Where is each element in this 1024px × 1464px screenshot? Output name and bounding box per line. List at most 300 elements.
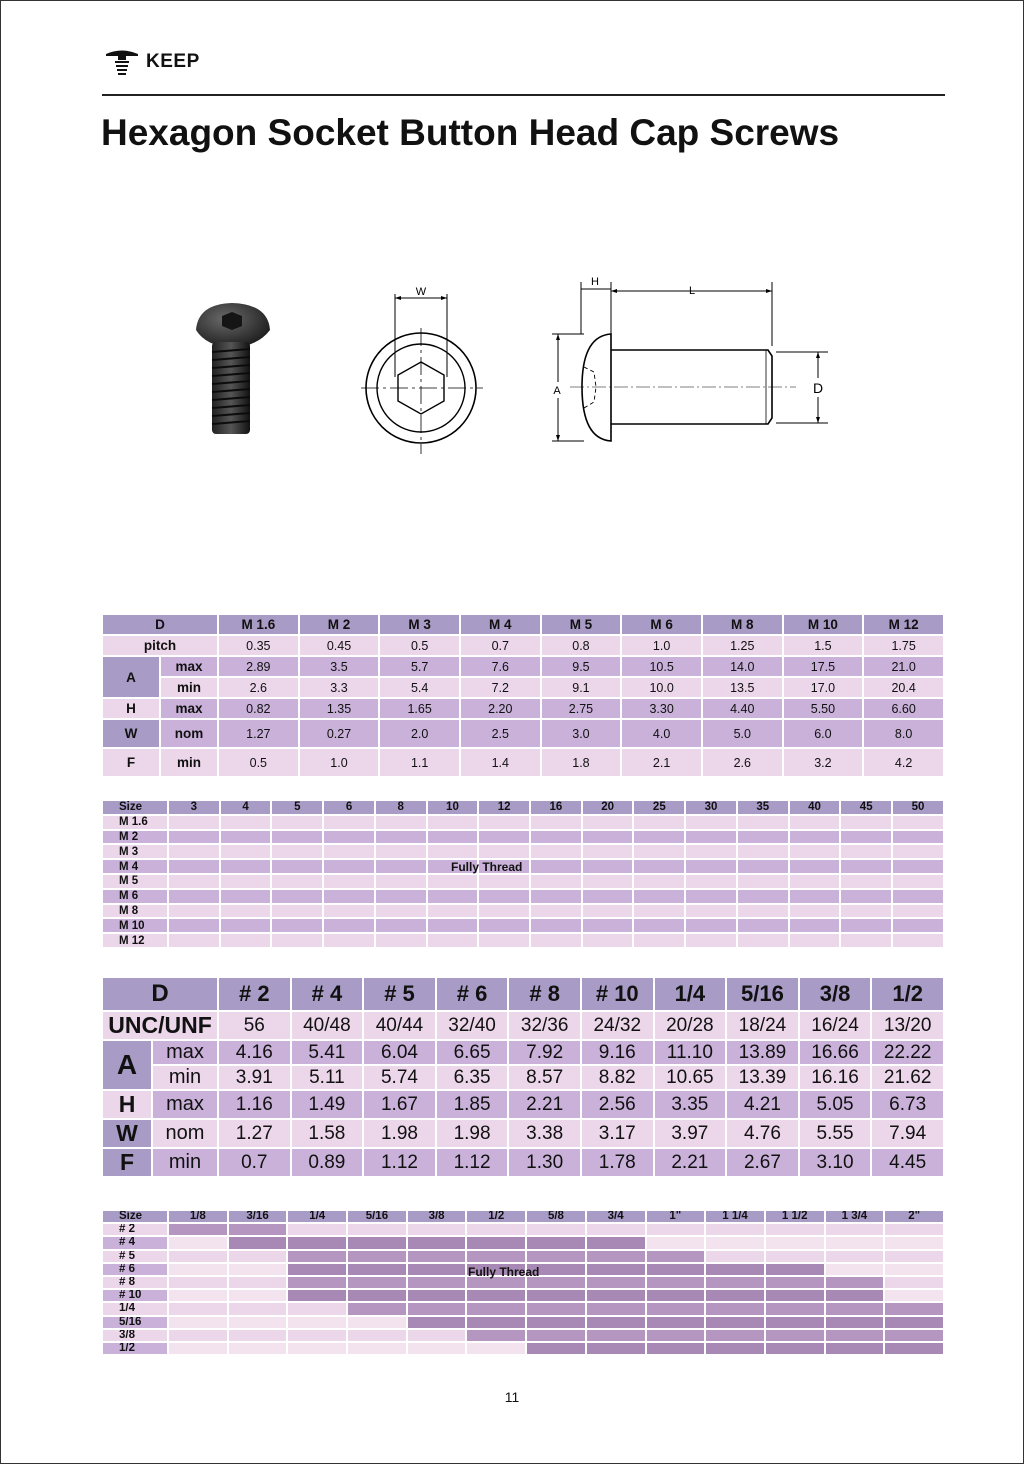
- grid-cell: [169, 816, 219, 829]
- brand-name: KEEP: [146, 51, 200, 72]
- col-header: 1/2: [872, 978, 943, 1010]
- grid-cell: [706, 1303, 764, 1314]
- cell: 2.6: [219, 678, 298, 697]
- cell: 9.5: [542, 657, 621, 676]
- cell: 2.56: [582, 1091, 653, 1118]
- grid-cell: [376, 845, 426, 858]
- cell: 1.25: [703, 636, 782, 655]
- cell: 3.97: [655, 1120, 726, 1147]
- size-label: M 5: [103, 875, 167, 888]
- grid-cell: [885, 1290, 943, 1301]
- grid-cell: [169, 905, 219, 918]
- grid-cell: [738, 919, 788, 932]
- grid-cell: [527, 1251, 585, 1262]
- grid-cell: [527, 1343, 585, 1354]
- grid-cell: [738, 890, 788, 903]
- page-number: 11: [504, 1389, 520, 1405]
- row-sublabel: max: [161, 657, 217, 676]
- cell: 7.6: [461, 657, 540, 676]
- grid-cell: [634, 860, 684, 873]
- size-label: M 8: [103, 905, 167, 918]
- l-label: L: [688, 285, 696, 297]
- grid-cell: [738, 875, 788, 888]
- table-row: [103, 816, 943, 829]
- grid-cell: [885, 1277, 943, 1288]
- grid-cell: [647, 1277, 705, 1288]
- size-label: 5/16: [103, 1317, 167, 1328]
- grid-cell: [686, 860, 736, 873]
- grid-cell: [324, 860, 374, 873]
- size-label: # 2: [103, 1224, 167, 1235]
- grid-cell: [288, 1343, 346, 1354]
- grid-cell: [169, 1317, 227, 1328]
- cell: 17.0: [784, 678, 863, 697]
- table-row: [103, 1317, 943, 1328]
- grid-cell: [587, 1317, 645, 1328]
- grid-cell: [169, 831, 219, 844]
- row-label: A: [103, 657, 159, 697]
- col-header: M 10: [784, 615, 863, 634]
- grid-cell: [527, 1317, 585, 1328]
- size-label: M 6: [103, 890, 167, 903]
- table-row: [103, 934, 943, 947]
- grid-cell: [587, 1290, 645, 1301]
- grid-cell: [583, 890, 633, 903]
- row-label: W: [103, 720, 159, 747]
- grid-cell: [583, 875, 633, 888]
- cell: 1.27: [219, 720, 298, 747]
- grid-cell: [587, 1330, 645, 1341]
- grid-cell: [288, 1303, 346, 1314]
- cell: 8.0: [864, 720, 943, 747]
- col-header: M 1.6: [219, 615, 298, 634]
- grid-cell: [587, 1277, 645, 1288]
- col-header: 5/16: [727, 978, 798, 1010]
- table-row: [103, 905, 943, 918]
- grid-cell: [531, 860, 581, 873]
- grid-cell: [826, 1237, 884, 1248]
- a-label: A: [553, 385, 561, 397]
- row-sublabel: nom: [153, 1120, 217, 1147]
- size-label: 1/2: [103, 1343, 167, 1354]
- table-row: [103, 1066, 943, 1089]
- length-header: 40: [790, 801, 840, 814]
- grid-cell: [647, 1330, 705, 1341]
- cell: 13.5: [703, 678, 782, 697]
- size-label: M 12: [103, 934, 167, 947]
- length-header: 10: [428, 801, 478, 814]
- table-row: [103, 1290, 943, 1301]
- grid-cell: [376, 934, 426, 947]
- col-header: 1/4: [655, 978, 726, 1010]
- grid-cell: [841, 905, 891, 918]
- grid-cell: [531, 890, 581, 903]
- grid-cell: [348, 1251, 406, 1262]
- col-header: # 8: [509, 978, 580, 1010]
- grid-cell: [766, 1277, 824, 1288]
- inch-dimensions-table: [101, 976, 945, 1178]
- row-label: A: [103, 1041, 151, 1089]
- grid-cell: [288, 1330, 346, 1341]
- grid-cell: [408, 1277, 466, 1288]
- cell: 3.5: [300, 657, 379, 676]
- cell: 0.5: [219, 749, 298, 776]
- length-header: 30: [686, 801, 736, 814]
- grid-cell: [169, 934, 219, 947]
- cell: 2.0: [380, 720, 459, 747]
- brand-logo: [104, 48, 200, 76]
- grid-cell: [826, 1277, 884, 1288]
- cell: 21.0: [864, 657, 943, 676]
- grid-cell: [376, 905, 426, 918]
- cell: 5.4: [380, 678, 459, 697]
- col-header: # 6: [437, 978, 508, 1010]
- cell: 4.21: [727, 1091, 798, 1118]
- col-header: 3/8: [800, 978, 871, 1010]
- grid-cell: [272, 890, 322, 903]
- grid-cell: [766, 1343, 824, 1354]
- grid-cell: [826, 1317, 884, 1328]
- grid-cell: [324, 816, 374, 829]
- grid-cell: [428, 890, 478, 903]
- grid-cell: [841, 845, 891, 858]
- cell: 1.35: [300, 699, 379, 718]
- cell: 1.0: [622, 636, 701, 655]
- grid-cell: [766, 1237, 824, 1248]
- length-header: 35: [738, 801, 788, 814]
- length-header: 1/2: [467, 1211, 525, 1222]
- cell: 6.65: [437, 1041, 508, 1064]
- cell: 4.2: [864, 749, 943, 776]
- metric-length-table: [101, 799, 945, 949]
- grid-cell: [479, 816, 529, 829]
- row-sublabel: min: [153, 1066, 217, 1089]
- cell: 6.73: [872, 1091, 943, 1118]
- grid-cell: [467, 1251, 525, 1262]
- table-row: [103, 720, 943, 747]
- cell: 0.5: [380, 636, 459, 655]
- row-sublabel: min: [153, 1149, 217, 1176]
- grid-cell: [686, 905, 736, 918]
- table-header-row: [103, 1211, 943, 1222]
- length-header: 1": [647, 1211, 705, 1222]
- grid-cell: [531, 905, 581, 918]
- grid-cell: [738, 816, 788, 829]
- size-label: 3/8: [103, 1330, 167, 1341]
- grid-cell: [527, 1330, 585, 1341]
- grid-cell: [531, 919, 581, 932]
- grid-cell: [348, 1237, 406, 1248]
- cell: 10.65: [655, 1066, 726, 1089]
- cell: 3.30: [622, 699, 701, 718]
- row-sublabel: min: [161, 678, 217, 697]
- grid-cell: [272, 860, 322, 873]
- grid-cell: [706, 1264, 764, 1275]
- grid-cell: [790, 845, 840, 858]
- grid-cell: [229, 1330, 287, 1341]
- grid-cell: [893, 919, 943, 932]
- grid-cell: [527, 1290, 585, 1301]
- cell: 1.0: [300, 749, 379, 776]
- grid-cell: [841, 816, 891, 829]
- table-row: [103, 1251, 943, 1262]
- table-row: [103, 1041, 943, 1064]
- grid-cell: [766, 1303, 824, 1314]
- grid-cell: [647, 1290, 705, 1301]
- grid-cell: [324, 934, 374, 947]
- col-header: M 4: [461, 615, 540, 634]
- grid-cell: [587, 1303, 645, 1314]
- cell: 4.76: [727, 1120, 798, 1147]
- grid-cell: [527, 1224, 585, 1235]
- cell: 6.0: [784, 720, 863, 747]
- grid-cell: [885, 1251, 943, 1262]
- grid-cell: [272, 816, 322, 829]
- col-header: M 3: [380, 615, 459, 634]
- grid-cell: [706, 1290, 764, 1301]
- fully-thread-note: Fully Thread: [468, 1265, 540, 1279]
- grid-cell: [647, 1303, 705, 1314]
- col-header: D: [103, 978, 217, 1010]
- w-label: W: [415, 286, 427, 298]
- cell: 20.4: [864, 678, 943, 697]
- cell: 7.94: [872, 1120, 943, 1147]
- grid-cell: [766, 1224, 824, 1235]
- table-row: [103, 1303, 943, 1314]
- cell: 20/28: [655, 1012, 726, 1039]
- grid-cell: [738, 845, 788, 858]
- col-header: M 8: [703, 615, 782, 634]
- length-header: 1 3/4: [826, 1211, 884, 1222]
- grid-cell: [634, 875, 684, 888]
- col-header: M 2: [300, 615, 379, 634]
- grid-cell: [647, 1251, 705, 1262]
- cell: 13.89: [727, 1041, 798, 1064]
- length-header: 6: [324, 801, 374, 814]
- grid-cell: [467, 1303, 525, 1314]
- cell: 1.67: [364, 1091, 435, 1118]
- grid-cell: [479, 890, 529, 903]
- grid-cell: [288, 1264, 346, 1275]
- grid-cell: [634, 905, 684, 918]
- length-header: 16: [531, 801, 581, 814]
- cell: 0.7: [461, 636, 540, 655]
- grid-cell: [376, 919, 426, 932]
- grid-cell: [587, 1224, 645, 1235]
- cell: 1.78: [582, 1149, 653, 1176]
- grid-cell: [893, 890, 943, 903]
- table-row: [103, 875, 943, 888]
- cell: 0.45: [300, 636, 379, 655]
- cell: 1.5: [784, 636, 863, 655]
- length-header: 12: [479, 801, 529, 814]
- grid-cell: [893, 934, 943, 947]
- grid-cell: [885, 1224, 943, 1235]
- row-label: F: [103, 749, 159, 776]
- row-sublabel: max: [153, 1041, 217, 1064]
- grid-cell: [428, 845, 478, 858]
- grid-cell: [428, 875, 478, 888]
- length-header: 5/8: [527, 1211, 585, 1222]
- grid-cell: [229, 1317, 287, 1328]
- cell: 1.12: [437, 1149, 508, 1176]
- grid-cell: [885, 1343, 943, 1354]
- grid-cell: [324, 875, 374, 888]
- grid-cell: [288, 1277, 346, 1288]
- grid-cell: [169, 1251, 227, 1262]
- grid-cell: [841, 860, 891, 873]
- cell: 5.05: [800, 1091, 871, 1118]
- grid-cell: [686, 845, 736, 858]
- cell: 32/40: [437, 1012, 508, 1039]
- cell: 1.85: [437, 1091, 508, 1118]
- col-header: M 12: [864, 615, 943, 634]
- grid-cell: [790, 816, 840, 829]
- cell: 13/20: [872, 1012, 943, 1039]
- size-label: M 2: [103, 831, 167, 844]
- header-rule: [102, 94, 945, 96]
- cell: 40/44: [364, 1012, 435, 1039]
- cell: 1.98: [437, 1120, 508, 1147]
- grid-cell: [428, 816, 478, 829]
- col-header: # 4: [292, 978, 363, 1010]
- grid-cell: [531, 831, 581, 844]
- cell: 1.4: [461, 749, 540, 776]
- grid-cell: [647, 1264, 705, 1275]
- cell: 1.98: [364, 1120, 435, 1147]
- grid-cell: [229, 1277, 287, 1288]
- grid-cell: [826, 1290, 884, 1301]
- grid-cell: [583, 919, 633, 932]
- grid-cell: [826, 1251, 884, 1262]
- grid-cell: [348, 1330, 406, 1341]
- cell: 4.40: [703, 699, 782, 718]
- grid-cell: [587, 1237, 645, 1248]
- grid-cell: [893, 860, 943, 873]
- grid-cell: [790, 860, 840, 873]
- grid-cell: [885, 1237, 943, 1248]
- grid-cell: [686, 875, 736, 888]
- cell: 6.60: [864, 699, 943, 718]
- grid-cell: [885, 1317, 943, 1328]
- cell: 1.16: [219, 1091, 290, 1118]
- grid-cell: [221, 890, 271, 903]
- grid-cell: [324, 905, 374, 918]
- grid-cell: [706, 1277, 764, 1288]
- cell: 5.41: [292, 1041, 363, 1064]
- grid-cell: [324, 919, 374, 932]
- grid-cell: [826, 1224, 884, 1235]
- grid-cell: [706, 1330, 764, 1341]
- grid-cell: [893, 816, 943, 829]
- length-header: 3/8: [408, 1211, 466, 1222]
- length-header: 1/4: [288, 1211, 346, 1222]
- col-header: # 5: [364, 978, 435, 1010]
- grid-cell: [841, 890, 891, 903]
- cell: 22.22: [872, 1041, 943, 1064]
- grid-cell: [531, 845, 581, 858]
- cell: 2.5: [461, 720, 540, 747]
- screw-photo: [188, 300, 278, 440]
- size-label: # 5: [103, 1251, 167, 1262]
- grid-cell: [531, 934, 581, 947]
- cell: 1.75: [864, 636, 943, 655]
- grid-cell: [229, 1290, 287, 1301]
- grid-cell: [169, 1290, 227, 1301]
- grid-cell: [221, 934, 271, 947]
- grid-cell: [766, 1264, 824, 1275]
- table-row: [103, 749, 943, 776]
- cell: 5.74: [364, 1066, 435, 1089]
- grid-cell: [841, 934, 891, 947]
- grid-cell: [229, 1343, 287, 1354]
- cell: 5.7: [380, 657, 459, 676]
- table-row: [103, 699, 943, 718]
- grid-cell: [272, 934, 322, 947]
- cell: 9.16: [582, 1041, 653, 1064]
- grid-cell: [348, 1317, 406, 1328]
- grid-cell: [288, 1224, 346, 1235]
- grid-cell: [288, 1290, 346, 1301]
- length-header: 5: [272, 801, 322, 814]
- page-title: Hexagon Socket Button Head Cap Screws: [101, 112, 840, 153]
- cell: 1.30: [509, 1149, 580, 1176]
- grid-cell: [841, 831, 891, 844]
- row-label: H: [103, 1091, 151, 1118]
- grid-cell: [706, 1317, 764, 1328]
- grid-cell: [706, 1224, 764, 1235]
- cell: 3.3: [300, 678, 379, 697]
- cell: 17.5: [784, 657, 863, 676]
- grid-cell: [428, 905, 478, 918]
- length-header: 1 1/4: [706, 1211, 764, 1222]
- grid-cell: [169, 1224, 227, 1235]
- grid-cell: [376, 890, 426, 903]
- grid-cell: [885, 1264, 943, 1275]
- grid-cell: [169, 875, 219, 888]
- grid-cell: [376, 860, 426, 873]
- grid-cell: [583, 831, 633, 844]
- grid-cell: [479, 934, 529, 947]
- grid-cell: [826, 1264, 884, 1275]
- cell: 0.8: [542, 636, 621, 655]
- grid-cell: [647, 1343, 705, 1354]
- cell: 6.04: [364, 1041, 435, 1064]
- grid-cell: [634, 816, 684, 829]
- grid-cell: [634, 890, 684, 903]
- table-row: [103, 1237, 943, 1248]
- grid-cell: [408, 1330, 466, 1341]
- grid-cell: [408, 1251, 466, 1262]
- grid-cell: [467, 1343, 525, 1354]
- cell: 3.91: [219, 1066, 290, 1089]
- grid-cell: [583, 934, 633, 947]
- grid-cell: [738, 934, 788, 947]
- grid-cell: [587, 1343, 645, 1354]
- length-header: 25: [634, 801, 684, 814]
- grid-cell: [221, 905, 271, 918]
- grid-cell: [790, 919, 840, 932]
- grid-cell: [169, 919, 219, 932]
- row-label: pitch: [103, 636, 217, 655]
- grid-cell: [706, 1237, 764, 1248]
- grid-cell: [587, 1251, 645, 1262]
- table-row: [103, 1330, 943, 1341]
- length-header: 45: [841, 801, 891, 814]
- grid-cell: [527, 1303, 585, 1314]
- grid-cell: [169, 1303, 227, 1314]
- row-label: H: [103, 699, 159, 718]
